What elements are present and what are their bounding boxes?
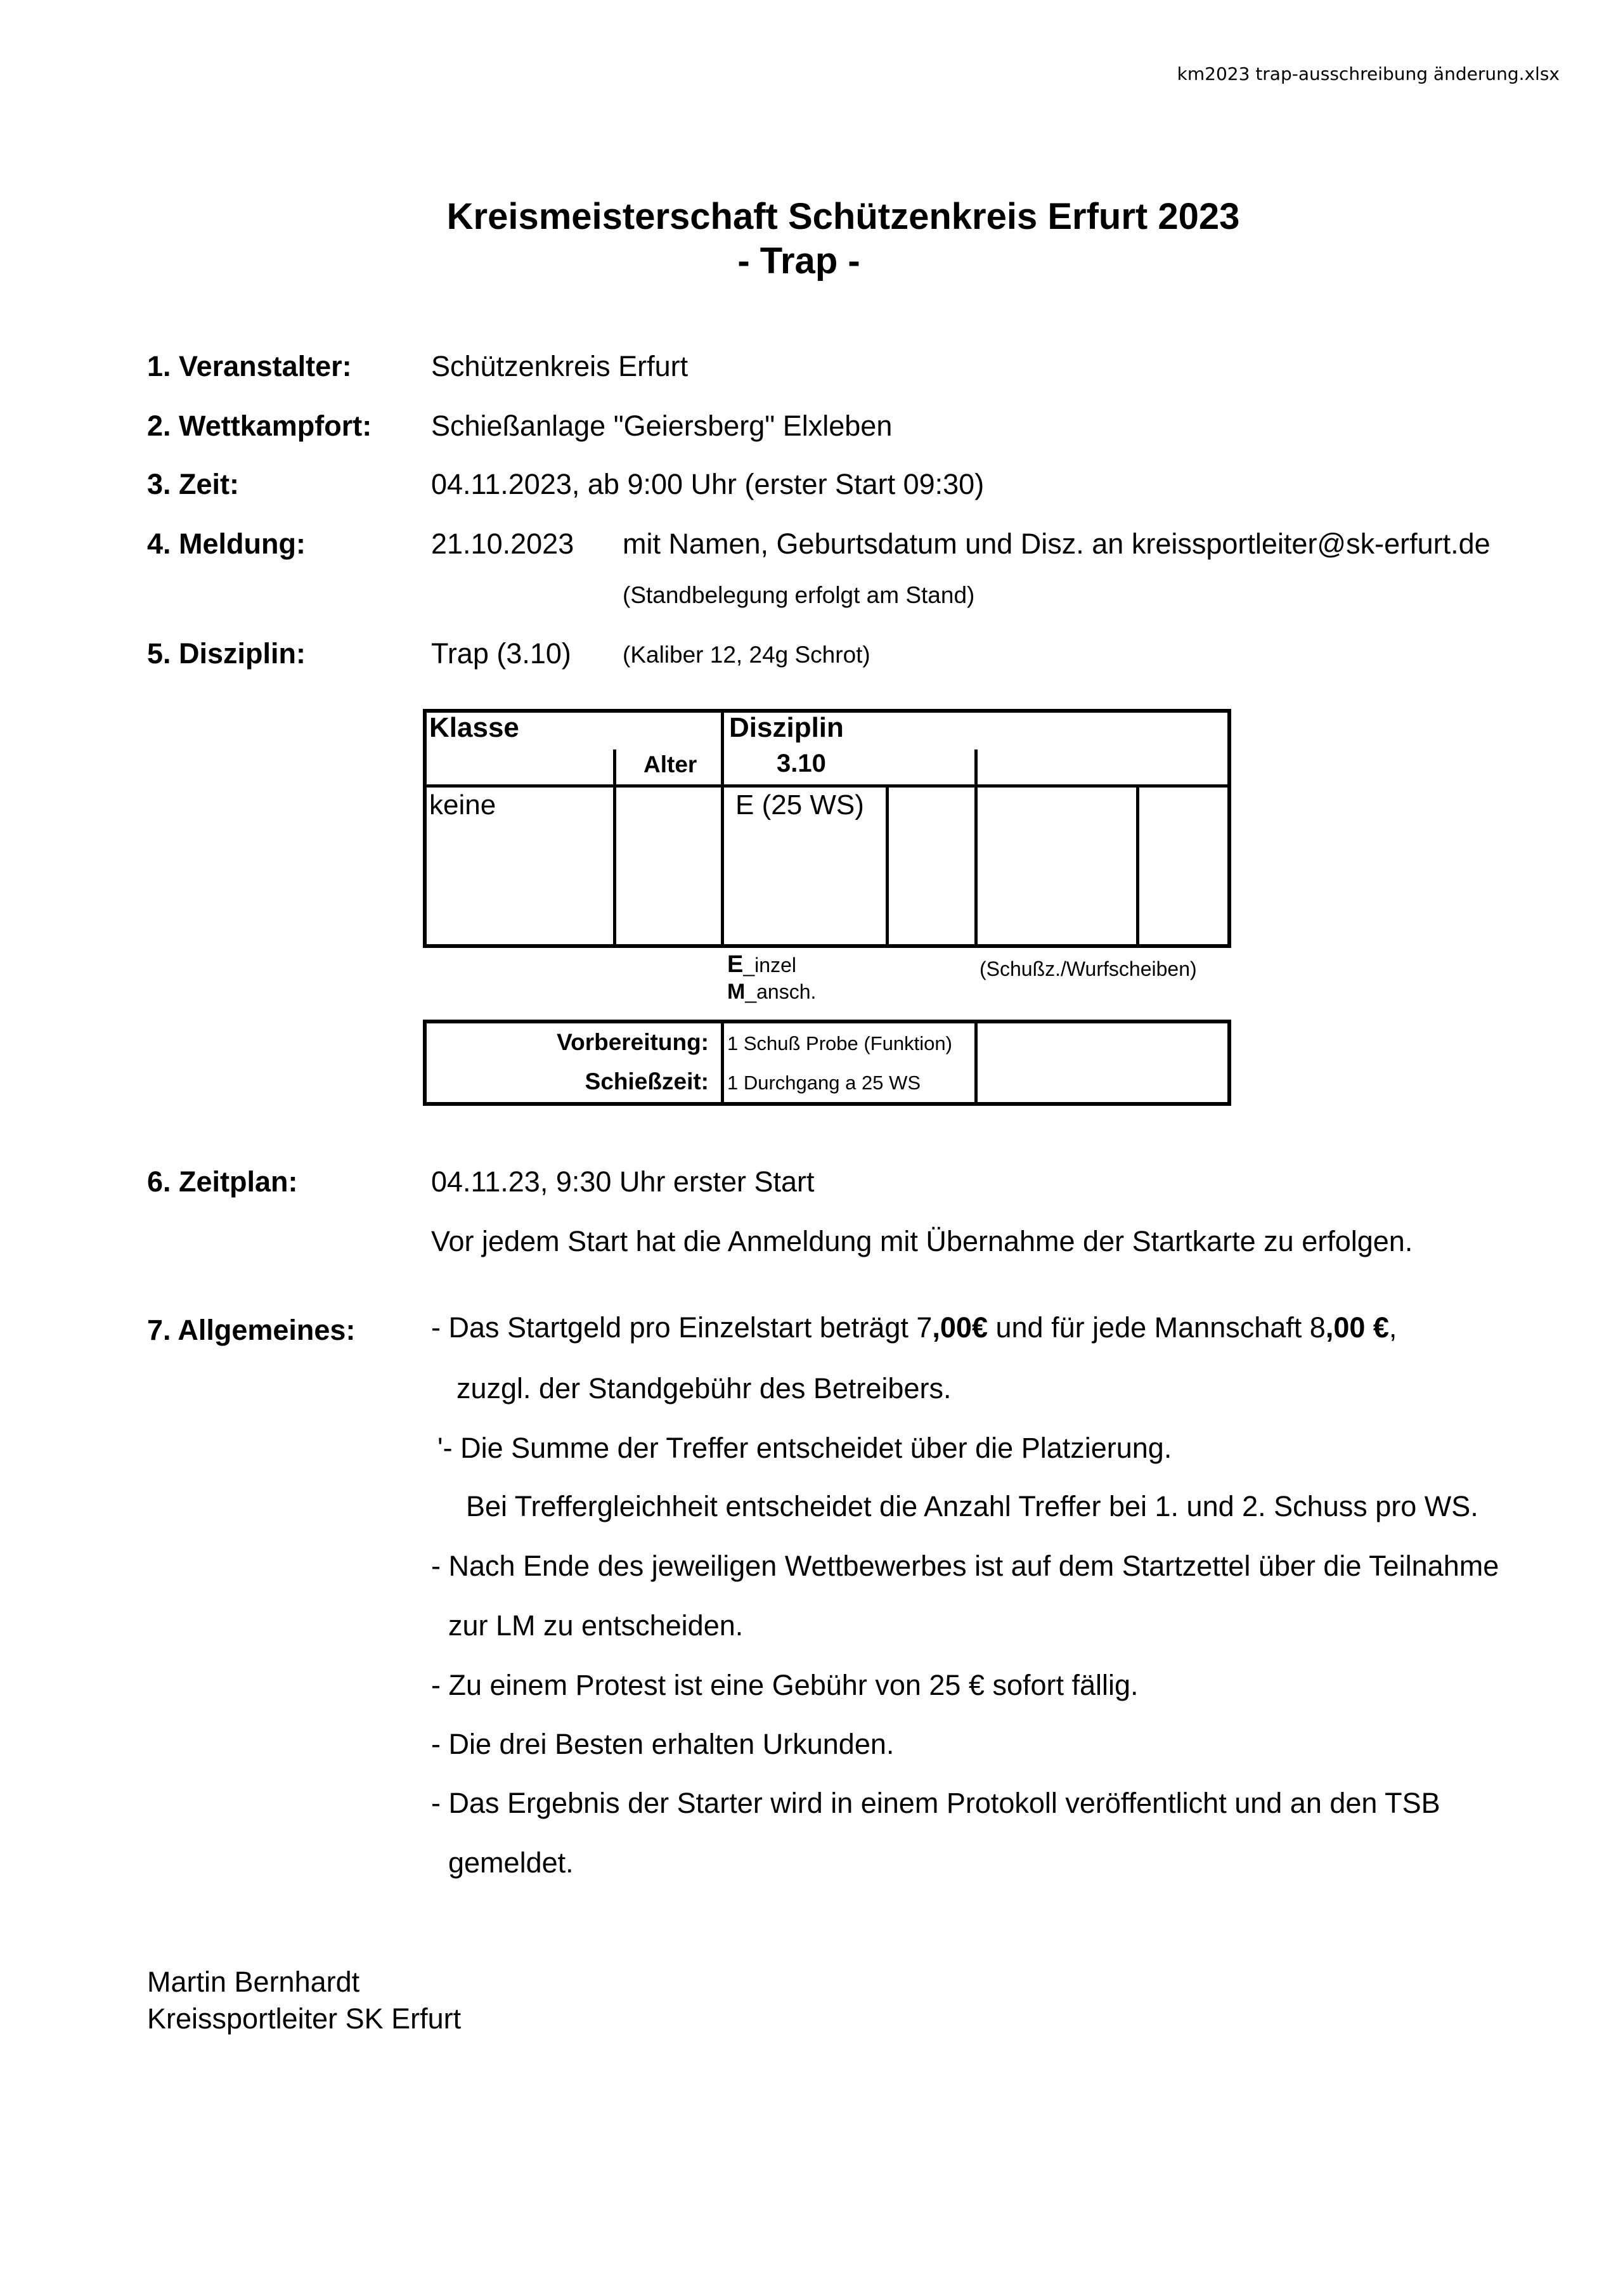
table-header-klasse: Klasse xyxy=(429,712,519,743)
table-divider xyxy=(974,1020,978,1106)
item-value-disziplin: Trap (3.10) xyxy=(431,637,571,670)
item-label-zeit: 3. Zeit: xyxy=(147,468,240,500)
allgemeines-line-8: - Die drei Besten erhalten Urkunden. xyxy=(431,1728,895,1760)
startgeld-text-2: und für jede Mannschaft 8 xyxy=(987,1311,1326,1344)
allgemeines-line-3: '- Die Summe der Treffer entscheidet über die Platzierung. xyxy=(437,1432,1172,1464)
startgeld-mannschaft: ,00 € xyxy=(1325,1311,1389,1344)
allgemeines-line-10: gemeldet. xyxy=(448,1846,574,1879)
page-title: Kreismeisterschaft Schützenkreis Erfurt 2023 xyxy=(446,196,1240,237)
table-divider xyxy=(1136,784,1139,948)
legend-e-letter: E xyxy=(727,951,744,978)
table-cell-disziplin: E (25 WS) xyxy=(735,789,864,820)
page-subtitle: - Trap - xyxy=(737,240,860,282)
legend-m-letter: M xyxy=(727,980,746,1004)
signature-name: Martin Bernhardt xyxy=(147,1966,360,1998)
table-divider xyxy=(721,709,724,948)
legend-einzel xyxy=(727,951,796,978)
allgemeines-line-4: Bei Treffergleichheit entscheidet die Anzahl Treffer bei 1. und 2. Schuss pro WS. xyxy=(466,1490,1478,1522)
table-divider xyxy=(613,749,616,948)
item-label-allgemeines: 7. Allgemeines: xyxy=(147,1314,356,1346)
allgemeines-line-1 xyxy=(431,1311,1397,1344)
allgemeines-line-5: - Nach Ende des jeweiligen Wettbewerbes ist auf dem Startzettel über die Teilnahme xyxy=(431,1550,1499,1582)
prep-label-vorbereitung: Vorbereitung: xyxy=(557,1029,709,1055)
table-divider xyxy=(886,784,889,948)
item-note-disziplin: (Kaliber 12, 24g Schrot) xyxy=(623,642,870,668)
table-divider xyxy=(721,1020,724,1106)
prep-value-schiesszeit: 1 Durchgang a 25 WS xyxy=(727,1072,921,1094)
table-header-disziplin: Disziplin xyxy=(729,712,844,743)
prep-value-vorbereitung: 1 Schuß Probe (Funktion) xyxy=(727,1032,952,1054)
item-label-zeitplan: 6. Zeitplan: xyxy=(147,1165,298,1198)
item-value-zeit: 04.11.2023, ab 9:00 Uhr (erster Start 09:30) xyxy=(431,468,985,500)
legend-m-rest: _ansch. xyxy=(745,980,817,1003)
prep-label-schiesszeit: Schießzeit: xyxy=(585,1068,709,1094)
item-label-meldung: 4. Meldung: xyxy=(147,528,306,560)
item-value-wettkampfort: Schießanlage "Geiersberg" Elxleben xyxy=(431,410,893,442)
item-label-wettkampfort: 2. Wettkampfort: xyxy=(147,410,372,442)
table-divider xyxy=(974,749,978,948)
startgeld-text: - Das Startgeld pro Einzelstart beträgt 7 xyxy=(431,1311,933,1344)
table-header-disziplin-number: 3.10 xyxy=(777,749,826,777)
table-cell-klasse: keine xyxy=(429,789,496,820)
startgeld-comma: , xyxy=(1388,1311,1397,1344)
table-header-alter: Alter xyxy=(643,751,697,777)
signature-role: Kreissportleiter SK Erfurt xyxy=(147,2002,462,2035)
item-value-meldung-detail: mit Namen, Geburtsdatum und Disz. an kreissportleiter@sk-erfurt.de xyxy=(623,528,1490,560)
allgemeines-line-9: - Das Ergebnis der Starter wird in einem Protokoll veröffentlicht und an den TSB xyxy=(431,1787,1440,1819)
item-label-disziplin: 5. Disziplin: xyxy=(147,637,306,670)
table-divider xyxy=(423,784,1231,788)
item-value-meldung-date: 21.10.2023 xyxy=(431,528,574,560)
item-note-meldung: (Standbelegung erfolgt am Stand) xyxy=(623,582,975,608)
zeitplan-line-2: Vor jedem Start hat die Anmeldung mit Übernahme der Startkarte zu erfolgen. xyxy=(431,1225,1413,1257)
legend-mannschaft xyxy=(727,980,816,1004)
class-table xyxy=(423,709,1231,948)
startgeld-einzel: ,00€ xyxy=(932,1311,988,1344)
legend-e-rest: _inzel xyxy=(743,954,796,976)
allgemeines-line-6: zur LM zu entscheiden. xyxy=(448,1609,744,1642)
item-label-veranstalter: 1. Veranstalter: xyxy=(147,350,352,382)
legend-note: (Schußz./Wurfscheiben) xyxy=(980,957,1197,980)
item-value-veranstalter: Schützenkreis Erfurt xyxy=(431,350,689,382)
zeitplan-line-1: 04.11.23, 9:30 Uhr erster Start xyxy=(431,1165,815,1198)
allgemeines-line-7: - Zu einem Protest ist eine Gebühr von 25 € sofort fällig. xyxy=(431,1669,1139,1701)
allgemeines-line-2: zuzgl. der Standgebühr des Betreibers. xyxy=(456,1372,952,1404)
file-name: km2023 trap-ausschreibung änderung.xlsx xyxy=(1177,63,1560,84)
